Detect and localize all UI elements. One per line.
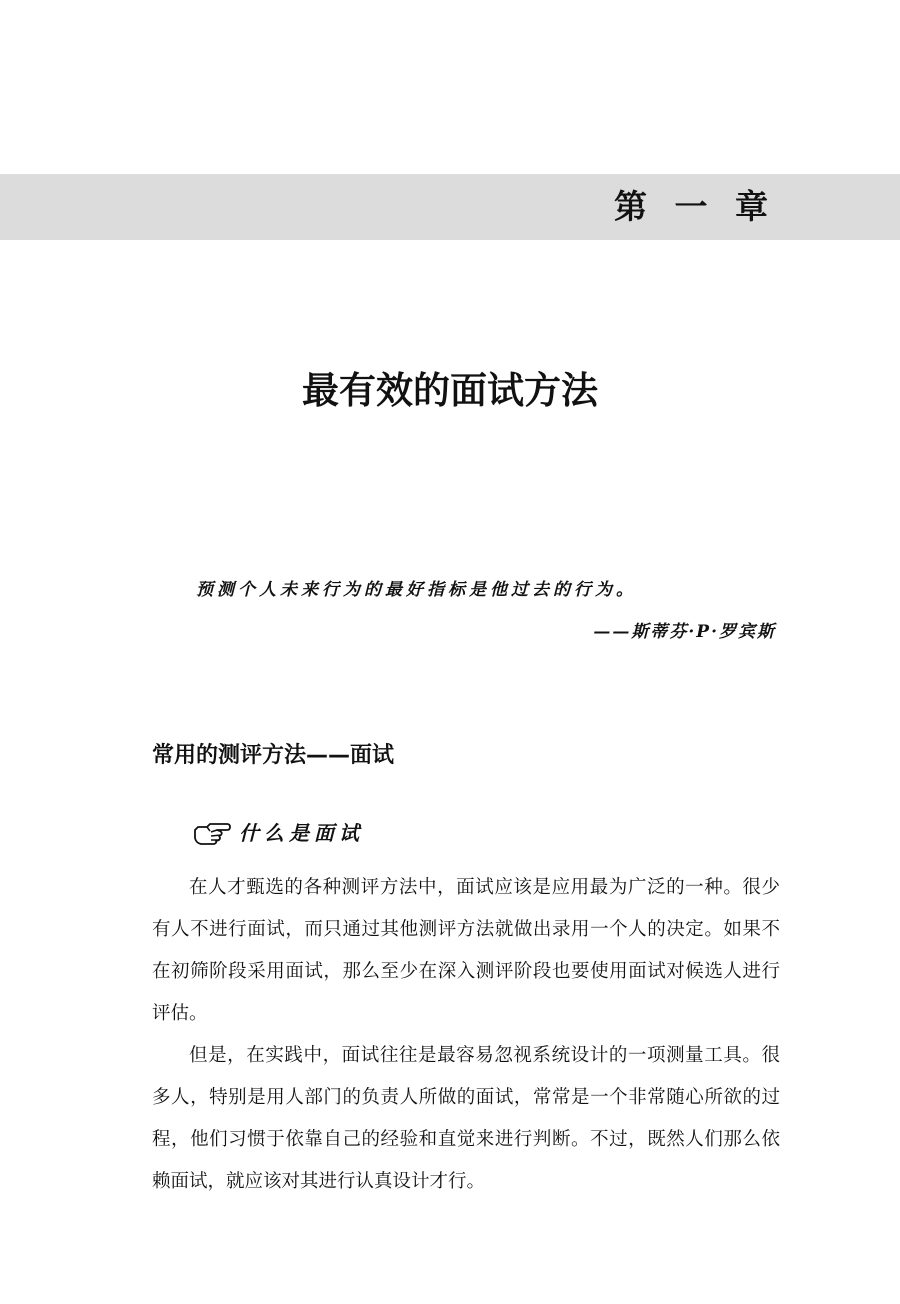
epigraph-author: ——斯蒂芬·P·罗宾斯 (593, 622, 776, 642)
subsection-heading (193, 815, 364, 851)
subsection-label: 什么是面试 (239, 821, 364, 845)
epigraph-quote: 预测个人未来行为的最好指标是他过去的行为。 (196, 580, 637, 600)
paragraph: 在人才甄选的各种测评方法中，面试应该是应用最为广泛的一种。很少有人不进行面试，而只通过其他测评方法就做出录用一个人的决定。如果不在初筛阶段采用面试，那么至少在深入测评阶段也要使用面试对候选人进行评估。 (152, 877, 780, 1024)
pointing-hand-icon (193, 821, 239, 845)
chapter-number: 第 一 章 (614, 187, 776, 226)
chapter-title: 最有效的面试方法 (302, 368, 598, 412)
chapter-header-band (0, 174, 900, 240)
paragraph: 但是，在实践中，面试往往是最容易忽视系统设计的一项测量工具。很多人，特别是用人部门的负责人所做的面试，常常是一个非常随心所欲的过程，他们习惯于依靠自己的经验和直觉来进行判断。不过，既然人们那么依赖面试，就应该对其进行认真设计才行。 (152, 1045, 780, 1192)
section-heading: 常用的测评方法——面试 (152, 743, 395, 768)
body-text (152, 867, 780, 1203)
